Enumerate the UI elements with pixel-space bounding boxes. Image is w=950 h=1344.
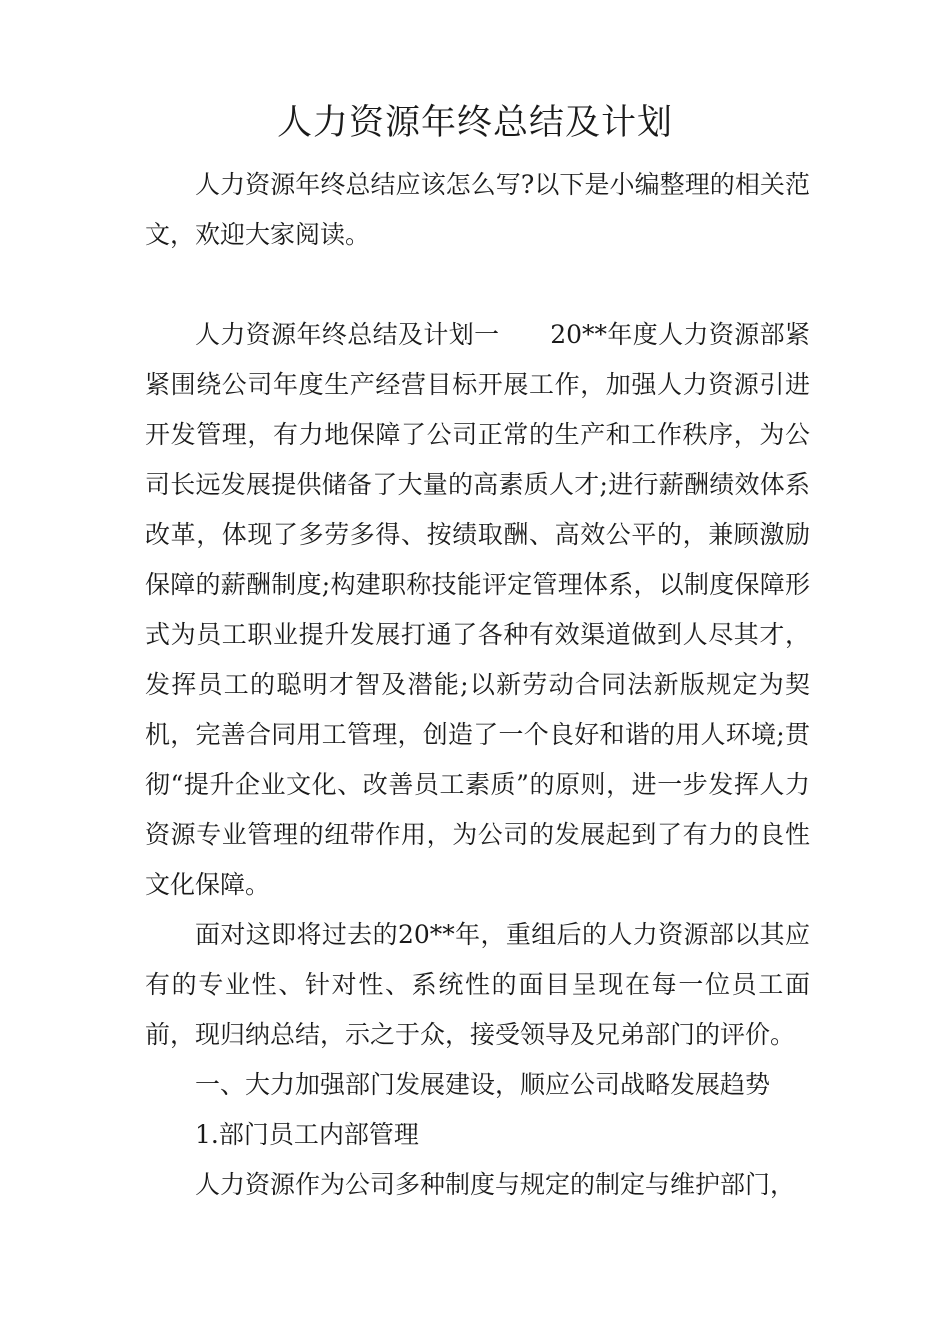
review-paragraph: 面对这即将过去的20**年，重组后的人力资源部以其应有的专业性、针对性、系统性的面目呈现在每一位员工面前，现归纳总结，示之于众，接受领导及兄弟部门的评价。 <box>145 920 810 1049</box>
section-lead-paragraph: 人力资源年终总结及计划一 20**年度人力资源部紧紧围绕公司年度生产经营目标开展工作，加强人力资源引进开发管理，有力地保障了公司正常的生产和工作秩序，为公司长远发展提供储备了大量的高素质人才;进行薪酬绩效体系改革，体现了多劳多得、按绩取酬、高效公平的，兼顾激励保障的薪酬制度;构建职称技能评定管理体系，以制度保障形式为员工职业提升发展打通了各种有效渠道做到人尽其才，发挥员工的聪明才智及潜能;以新劳动合同法新版规定为契机，完善合同用工管理，创造了一个良好和谐的用人环境;贯彻“提升企业文化、改善员工素质”的原则，进一步发挥人力资源专业管理的纽带作用，为公司的发展起到了有力的良性文化保障。 <box>145 320 810 899</box>
subsection-heading: 1.部门员工内部管理 <box>195 1120 419 1149</box>
intro-paragraph: 人力资源年终总结应该怎么写?以下是小编整理的相关范文，欢迎大家阅读。 <box>145 170 810 249</box>
body-paragraph: 人力资源作为公司多种制度与规定的制定与维护部门， <box>195 1170 796 1199</box>
section-heading: 一、大力加强部门发展建设，顺应公司战略发展趋势 <box>195 1070 771 1099</box>
document-title: 人力资源年终总结及计划 <box>276 103 673 143</box>
